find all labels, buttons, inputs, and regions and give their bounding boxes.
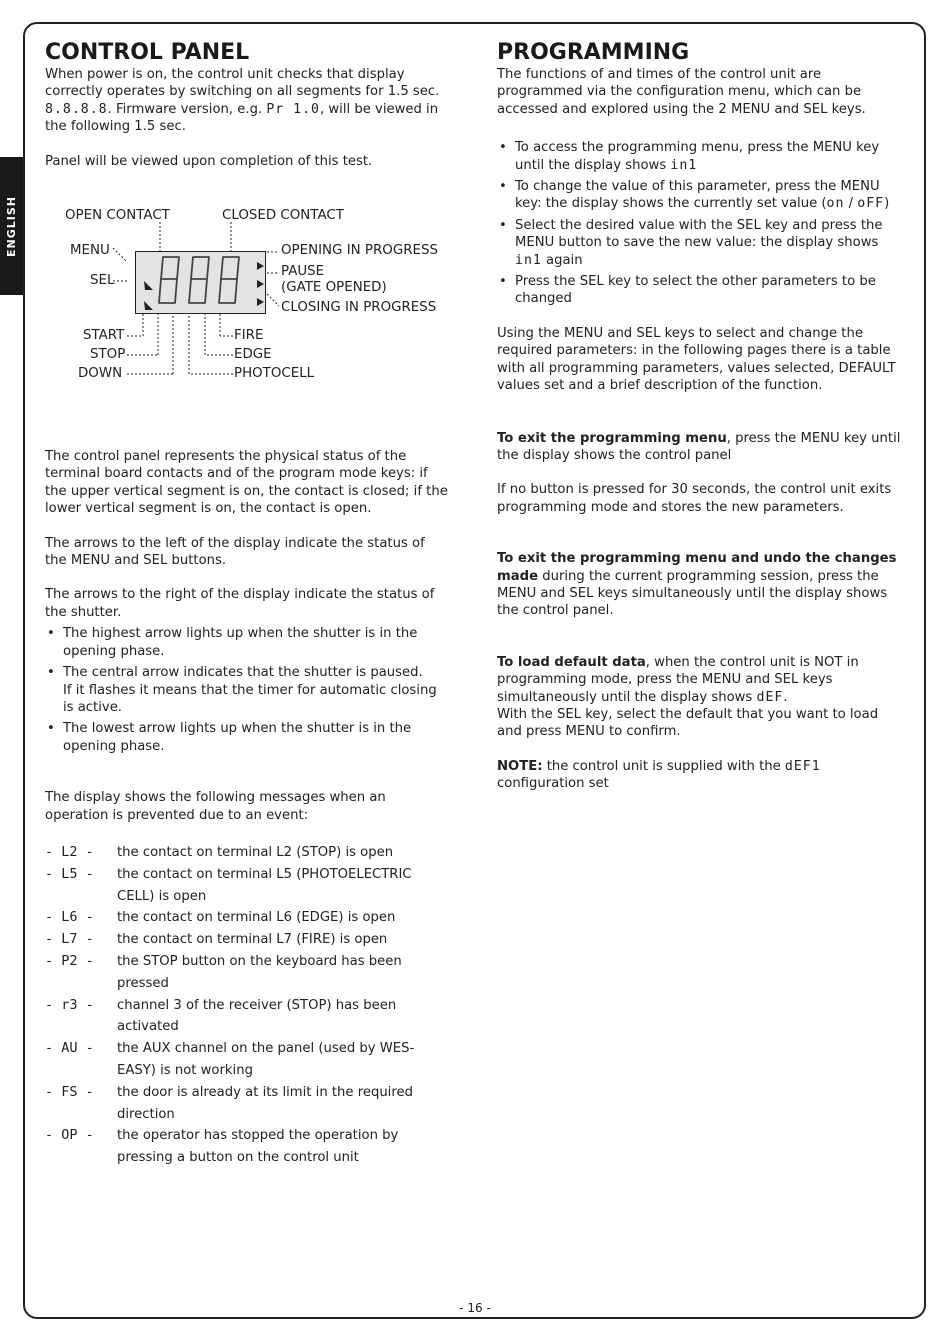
undo-changes-text: To exit the programming menu and undo the changes made during the current programming session, press the MENU and SEL keys simultaneously until the display shows the control panel. (497, 551, 897, 619)
list-item: • Press the SEL key to select the other parameters to be changed (497, 273, 907, 308)
closed-contact-label: CLOSED CONTACT (222, 208, 344, 224)
list-item: - L5 - the contact on terminal L5 (PHOTOELECTRIC CELL) is open (45, 864, 450, 908)
page-number: - 16 - (459, 1301, 491, 1315)
list-item: - P2 - the STOP button on the keyboard has been pressed (45, 951, 450, 995)
error-code: - L2 - (45, 843, 94, 860)
parameters-description: Using the MENU and SEL keys to select and change the required parameters: in the following pages there is a table with all programming parameters, values selected, DEFAULT values set and a brief description of the function. (497, 325, 896, 394)
gate-opened-label: (GATE OPENED) (281, 280, 387, 296)
pause-label: PAUSE (281, 264, 325, 280)
left-arrows-description: The arrows to the left of the display indicate the status of the MENU and SEL buttons. (45, 535, 425, 569)
photocell-label: PHOTOCELL (234, 366, 315, 382)
error-code: - L6 - (45, 909, 94, 926)
note-text: NOTE: the control unit is supplied with the dEF1 configuration set (497, 758, 821, 792)
messages-intro: The display shows the following messages when an operation is prevented due to an event: (45, 790, 386, 823)
timeout-text: If no button is pressed for 30 seconds, the control unit exits programming mode and stores the new parameters. (497, 482, 892, 515)
programming-steps (497, 139, 907, 308)
firmware-example: Pr 1.0 (266, 101, 320, 117)
list-item: - AU - the AUX channel on the panel (used by WES-EASY) is not working (45, 1038, 450, 1082)
error-code: - L5 - (45, 865, 94, 882)
panel-test-text: Panel will be viewed upon completion of this test. (45, 153, 373, 169)
start-label: START (83, 328, 125, 344)
list-item: • The central arrow indicates that the shutter is paused. If it flashes it means that the timer for automatic closing is active. (45, 664, 450, 716)
control-panel-diagram (45, 210, 450, 395)
list-item: - L2 - the contact on terminal L2 (STOP) is open (45, 842, 450, 864)
programming-intro: The functions of and times of the control unit are programmed via the configuration menu, which can be accessed and explored using the 2 MENU and SEL keys. (497, 67, 866, 117)
edge-label: EDGE (234, 347, 272, 363)
list-item: - FS - the door is already at its limit in the required direction (45, 1082, 450, 1126)
list-item: • Select the desired value with the SEL key and press the MENU button to save the new value: the display shows in1 again (497, 217, 907, 269)
menu-label: MENU (70, 243, 110, 259)
load-default-text: To load default data, when the control unit is NOT in programming mode, press the MENU and SEL keys simultaneously until the display shows dEF. With the SEL key, select the default that you want to load and press MENU to confirm. (497, 654, 879, 740)
display-test-value: 8.8.8.8 (45, 101, 108, 117)
stop-label: STOP (90, 347, 126, 363)
list-item: - L6 - the contact on terminal L6 (EDGE) is open (45, 907, 450, 929)
seven-segment-digits (136, 252, 264, 312)
right-arrows-description: The arrows to the right of the display indicate the status of the shutter. (45, 587, 435, 620)
error-messages-list (45, 842, 450, 1169)
down-label: DOWN (78, 366, 123, 382)
open-contact-label: OPEN CONTACT (65, 208, 170, 224)
list-item: • To change the value of this parameter, press the MENU key: the display shows the currently set value (on / oFF) (497, 178, 907, 213)
panel-description: The control panel represents the physical status of the terminal board contacts and of the program mode keys: if the upper vertical segment is on, the contact is closed; if the lower vertical segment is on, the contact is open. (45, 449, 448, 517)
sel-label: SEL (90, 273, 115, 289)
language-label: ENGLISH (5, 195, 19, 257)
error-code: - P2 - (45, 952, 94, 969)
error-code: - AU - (45, 1040, 94, 1057)
error-code: - L7 - (45, 931, 94, 948)
control-panel-title: CONTROL PANEL (45, 40, 250, 65)
programming-title: PROGRAMMING (497, 40, 690, 65)
error-code: - r3 - (45, 996, 94, 1013)
list-item: • The highest arrow lights up when the shutter is in the opening phase. (45, 625, 450, 660)
control-panel-section (45, 40, 450, 1169)
exit-menu-text: To exit the programming menu, press the MENU key until the display shows the control panel (497, 430, 901, 463)
language-tab (0, 157, 23, 295)
list-item: • The lowest arrow lights up when the shutter is in the opening phase. (45, 720, 450, 755)
opening-label: OPENING IN PROGRESS (281, 243, 438, 259)
closing-label: CLOSING IN PROGRESS (281, 300, 437, 316)
list-item: - r3 - channel 3 of the receiver (STOP) has been activated (45, 995, 450, 1039)
error-code: - FS - (45, 1083, 94, 1100)
lcd-display (135, 251, 266, 314)
list-item: - OP - the operator has stopped the operation by pressing a button on the control unit (45, 1125, 450, 1169)
control-panel-intro: When power is on, the control unit checks that display correctly operates by switching on all segments for 1.5 sec. 8.8.8.8. Firmware version, e.g. Pr 1.0, will be viewed in the following 1.5 sec. (45, 67, 440, 135)
list-item: - L7 - the contact on terminal L7 (FIRE) is open (45, 929, 450, 951)
list-item: • To access the programming menu, press the MENU key until the display shows in1 (497, 139, 907, 174)
programming-section (497, 40, 907, 793)
fire-label: FIRE (234, 328, 264, 344)
error-code: - OP - (45, 1127, 94, 1144)
arrow-bullets (45, 625, 450, 755)
